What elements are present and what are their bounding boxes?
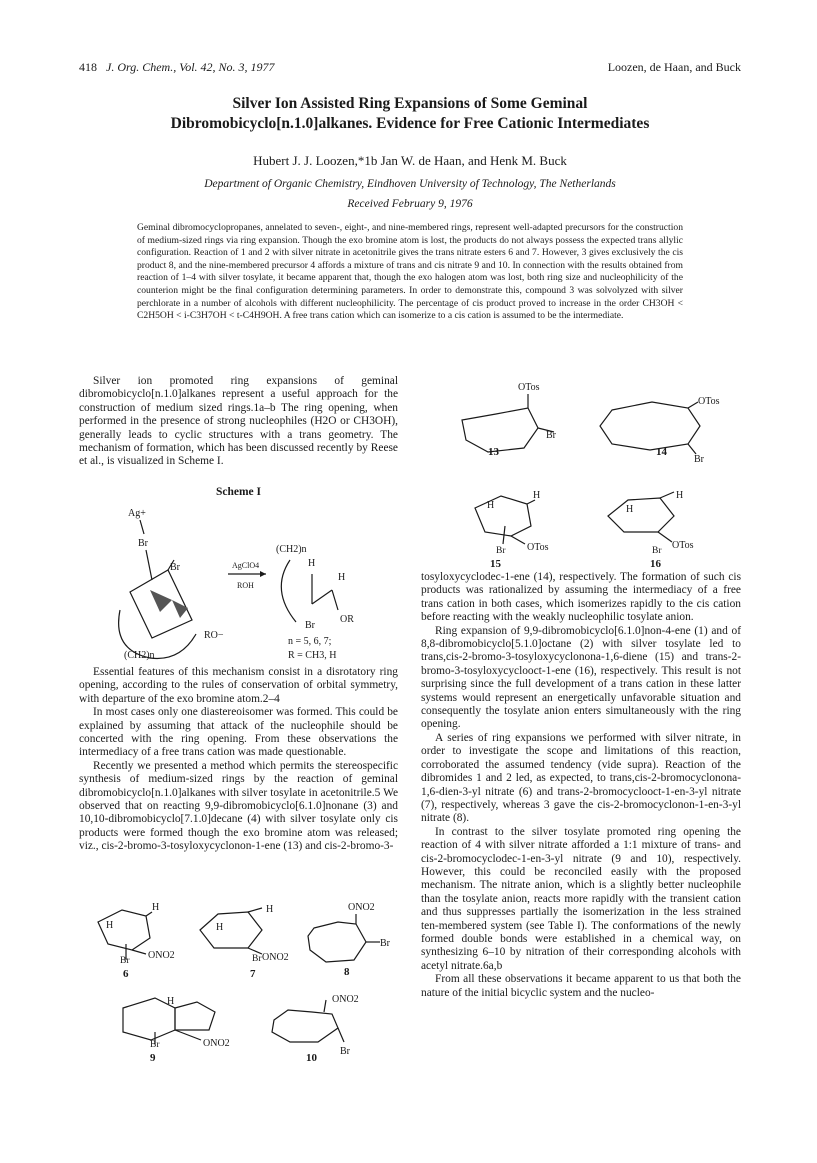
paragraph-tosyloxy: tosyloxycyclodec-1-ene (14), respectively. The formation of such cis products was rationalized by assuming the intermediacy of a free trans cation in both cases, which isomerizes rapidly to the cis cation before reacting with the weakly nucleophilic tosylate anion. — [421, 571, 741, 624]
title-line-1: Silver Ion Assisted Ring Expansions of Some Geminal — [232, 95, 588, 112]
paragraph-silver-nitrate: A series of ring expansions we performed with silver nitrate, in order to investigate the scope and limitations of this reaction, corroborated the assumed tendency (vide supra). Reaction of the dibromides 1 and 2 led, as expected, to trans,cis-2-bromocyclonona-1,6-dien-3-yl nitrate (6) and trans-2-bromocyclooct-1-en-3-yl nitrate (7), respectively, whereas 3 gave the cis-2-bromocyclonon-1-en-3-yl nitrate (8). — [421, 731, 741, 825]
svg-text:OTos: OTos — [698, 396, 720, 407]
br-label-3: Br — [305, 620, 315, 631]
svg-text:H: H — [676, 490, 684, 501]
structure-14-number: 14 — [656, 446, 667, 458]
intro-paragraph: Silver ion promoted ring expansions of geminal dibromobicyclo[n.1.0]alkanes represent a useful approach for the construction of medium sized rings.1a–b The ring opening, when performed in the presence of strong nucleophiles (H2O or CH3OH), generally leads to cyclic structures with a trans geometry. The mechanism of formation, which has been discussed recently by Reese et al., is visualized in Scheme I. — [79, 375, 398, 468]
structure-6-br: Br — [120, 956, 130, 966]
svg-text:H: H — [106, 920, 114, 931]
svg-text:ONO2: ONO2 — [348, 902, 375, 913]
ch2n-label-2: (CH2)n — [276, 544, 307, 555]
right-column-body — [421, 571, 741, 1000]
br-label-2: Br — [170, 562, 180, 573]
svg-text:H: H — [487, 500, 495, 511]
paragraph-diastereoisomer: In most cases only one diastereoisomer was formed. This could be explained by assuming that attack of the nucleophile should be concerted with the ring opening. From these observations the intermediacy of a free trans cation was made questionable. — [79, 706, 398, 759]
br-label-1: Br — [138, 538, 148, 549]
paragraph-observations: From all these observations it became apparent to us that both the nature of the initial bicyclic system and the nucleo- — [421, 973, 741, 999]
svg-text:ONO2: ONO2 — [148, 950, 175, 961]
structure-16-number: 16 — [650, 558, 661, 570]
structure-16-br: Br — [652, 546, 662, 556]
structure-6 — [92, 898, 202, 968]
structure-13-number: 13 — [488, 446, 499, 458]
svg-text:Br: Br — [340, 1046, 350, 1057]
svg-text:OTos: OTos — [672, 540, 694, 551]
structure-7-br: Br — [252, 954, 262, 964]
n-values: n = 5, 6, 7; — [288, 636, 332, 647]
svg-text:H: H — [152, 902, 160, 913]
h-label-2: H — [338, 572, 346, 583]
svg-text:ONO2: ONO2 — [332, 994, 359, 1005]
h-label: H — [308, 558, 316, 569]
svg-text:H: H — [266, 904, 274, 915]
structure-15 — [465, 486, 575, 556]
scheme-1-diagram — [100, 500, 400, 660]
scheme-title: Scheme I — [215, 486, 262, 498]
page-number: 418 — [79, 60, 97, 74]
structure-14 — [592, 390, 742, 465]
svg-text:H: H — [626, 504, 634, 515]
structure-8 — [300, 898, 410, 968]
svg-text:OTos: OTos — [518, 382, 540, 393]
svg-text:H: H — [216, 922, 224, 933]
article-title — [79, 94, 741, 134]
svg-text:ONO2: ONO2 — [262, 952, 289, 963]
journal-citation: J. Org. Chem., Vol. 42, No. 3, 1977 — [106, 60, 275, 74]
paragraph-contrast: In contrast to the silver tosylate promoted ring opening the reaction of 4 with silver nitrate afforded a 1:1 mixture of trans- and cis-2-bromocyclodec-1-en-3-yl nitrate (9 and 10), respectively. However, this could be reconciled easily with the proposed mechanism. The nitrate anion, which is a slightly better nucleophile than the tosylate anion, reacts more rapidly with the transient cation and thus suppresses partially the isomerization in the less strained ten-membered system (see Table I). The conformations of the newly formed double bonds were established in a chemical way, on synthesizing 6–10 by nitration of their corresponding alcohols with acetyl nitrate.6a,b — [421, 825, 741, 972]
authors: Hubert J. J. Loozen,*1b Jan W. de Haan, and Henk M. Buck — [253, 153, 567, 168]
svg-text:Br: Br — [694, 454, 704, 465]
abstract: Geminal dibromocyclopropanes, annelated to seven-, eight-, and nine-membered rings, represent well-adapted precursors for the construction of medium-sized rings via ring expansion. Though the exo bromine atom is lost, the products do not always possess the expected trans allylic configuration. Reaction of 1 and 2 with silver nitrate in acetonitrile gives the trans nitrate esters 6 and 7. However, 3 gives exclusively the cis product 8, and the nine-membered precursor 4 affords a mixture of trans and cis nitrate 9 and 10. In connection with the results obtained from reaction of 1–4 with silver tosylate, it became apparent that, though the exo halogen atom was lost, both ring size and nucleophilicity of the counterion might be the final configuration determining parameters. In order to demonstrate this, compound 3 was solvolyzed with silver perchlorate in a number of alcohols with different nucleophilicity. The percentage of cis product proved to increase in the order CH3OH < C2H5OH < i-C3H7OH < t-C4H9OH. A free trans cation which can isomerize to a cis cation is assumed to be the intermediate. — [137, 222, 683, 322]
structure-15-br: Br — [496, 546, 506, 556]
svg-text:ONO2: ONO2 — [203, 1038, 230, 1049]
title-line-2: Dibromobicyclo[n.1.0]alkanes. Evidence for Free Cationic Intermediates — [170, 115, 650, 132]
structure-15-number: 15 — [490, 558, 501, 570]
ag-cation: Ag+ — [128, 508, 146, 519]
running-authors: Loozen, de Haan, and Buck — [607, 60, 741, 74]
left-column-body — [79, 666, 398, 854]
reagent-agclo4: AgClO4 — [232, 561, 260, 570]
svg-text:H: H — [533, 490, 541, 501]
structure-6-number: 6 — [123, 968, 129, 980]
structure-9 — [115, 990, 255, 1050]
paragraph-ring-expansion: Ring expansion of 9,9-dibromobicyclo[6.1.0]non-4-ene (1) and of 8,8-dibromobicyclo[5.1.0]octane (2) with silver tosylate led to trans,cis-2-bromo-3-tosyloxycyclonona-1,6-diene (15) and trans-2-bromo-3-tosyloxycyclooct-1-ene (16), respectively. This result is not surprising since the full development of a trans cation in these latter systems would represent an energetically unfavorable situation and consequently the tosylate anion enters simultaneously with the ring opening. — [421, 624, 741, 731]
svg-text:Br: Br — [380, 938, 390, 949]
paragraph-mechanism: Essential features of this mechanism consist in a disrotatory ring opening, according to the rules of conservation of orbital symmetry, with departure of the exo bromine atom.2–4 — [79, 666, 398, 705]
svg-text:OTos: OTos — [527, 542, 549, 553]
paragraph-recently: Recently we presented a method which permits the stereospecific synthesis of medium-sized rings by the reaction of geminal dibromobicyclo[n.1.0]alkanes with silver tosylate in acetonitrile.5 We observed that on reacting 9,9-dibromobicyclo[6.1.0]nonane (3) and 10,10-dibromobicyclo[7.1.0]decane (4) with silver tosylate only cis products were formed though the exo bromine atom was released; viz., cis-2-bromo-3-tosyloxycyclonon-1-ene (13) and cis-2-bromo-3- — [79, 759, 398, 853]
structure-10-number: 10 — [306, 1052, 317, 1064]
ro-anion: RO− — [204, 630, 224, 641]
r-values: R = CH3, H — [288, 650, 337, 661]
ch2n-label-1: (CH2)n — [124, 650, 155, 661]
structure-7 — [192, 900, 302, 970]
structure-8-number: 8 — [344, 966, 350, 978]
running-header — [79, 60, 741, 76]
or-label: OR — [340, 614, 354, 625]
affiliation: Department of Organic Chemistry, Eindhoven University of Technology, The Netherlands — [204, 178, 616, 190]
structure-10 — [262, 990, 402, 1057]
received-date: Received February 9, 1976 — [347, 198, 473, 210]
structure-7-number: 7 — [250, 968, 256, 980]
structure-9-br: Br — [150, 1040, 160, 1050]
structure-9-number: 9 — [150, 1052, 156, 1064]
reagent-roh: ROH — [237, 581, 254, 590]
svg-text:H: H — [167, 996, 175, 1007]
svg-text:Br: Br — [546, 430, 556, 441]
